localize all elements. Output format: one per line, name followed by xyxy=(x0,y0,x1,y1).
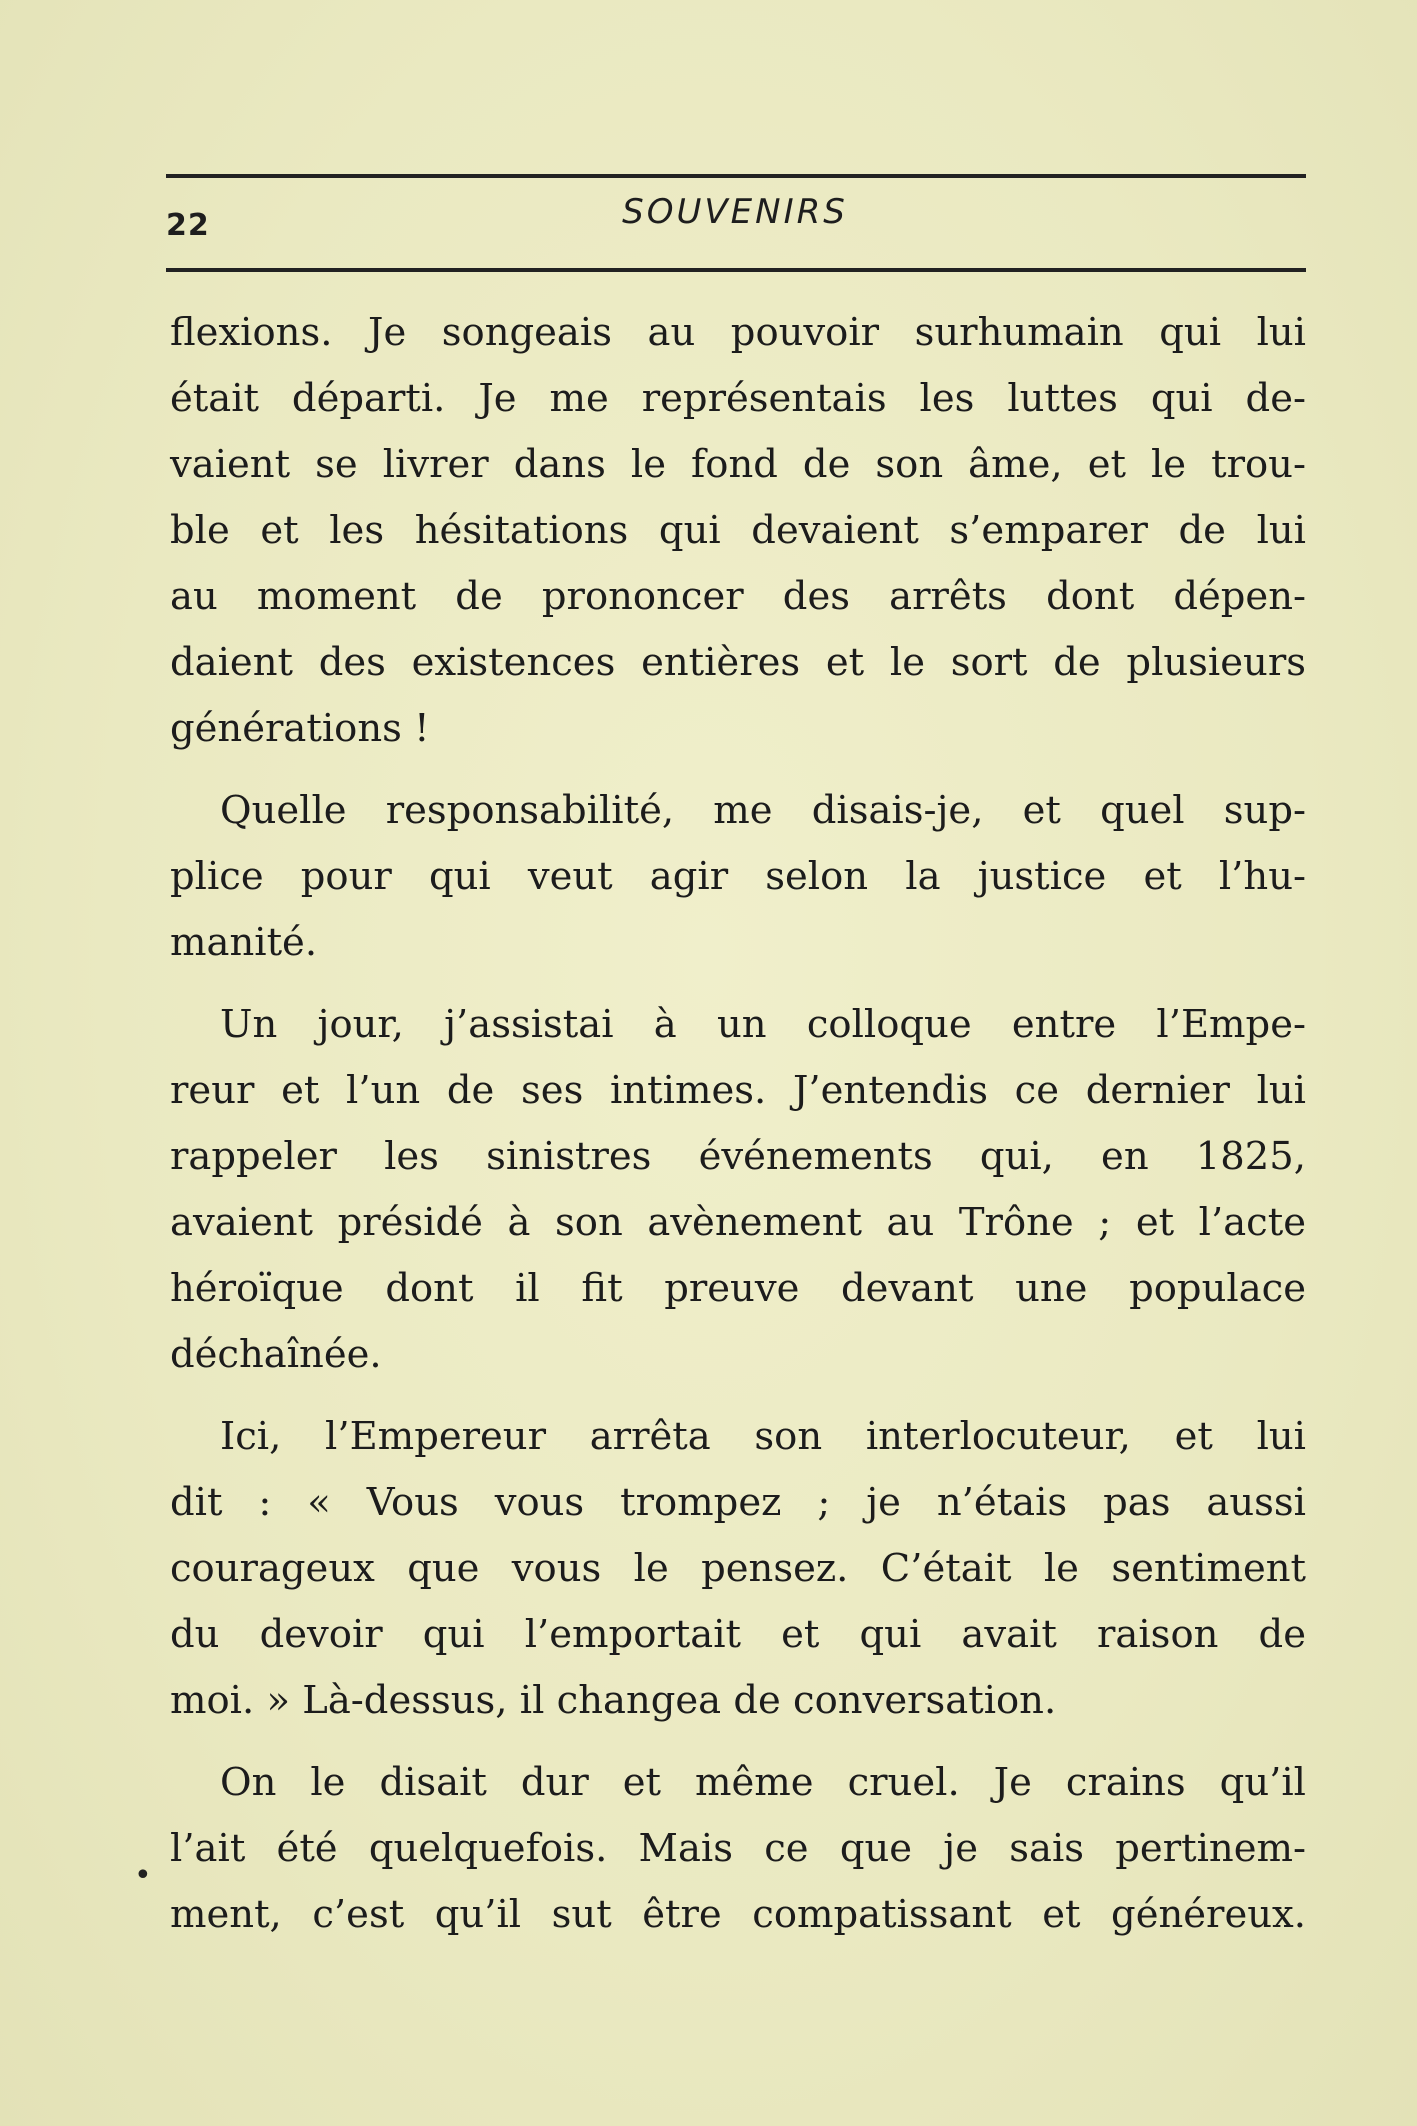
text-line: reur et l’un de ses intimes. J’entendis ce dernier lui xyxy=(170,1068,1306,1113)
text-line: moi. » Là-dessus, il changea de conversation. xyxy=(170,1678,1057,1723)
text-line: avaient présidé à son avènement au Trône ; et l’acte xyxy=(170,1200,1306,1245)
text-line: flexions. Je songeais au pouvoir surhumain qui lui xyxy=(170,310,1306,355)
running-title: SOUVENIRS xyxy=(622,192,848,232)
body-text xyxy=(170,300,1306,1948)
text-line: au moment de prononcer des arrêts dont dépen- xyxy=(170,574,1306,619)
text-line: courageux que vous le pensez. C’était le sentiment xyxy=(170,1546,1306,1591)
paragraph xyxy=(170,1404,1306,1734)
paragraph xyxy=(170,778,1306,976)
text-line: rappeler les sinistres événements qui, en 1825, xyxy=(170,1134,1306,1179)
text-line: Ici, l’Empereur arrêta son interlocuteur, et lui xyxy=(220,1414,1306,1459)
text-line: dit : « Vous vous trompez ; je n’étais pas aussi xyxy=(170,1480,1306,1525)
text-line: plice pour qui veut agir selon la justice et l’hu- xyxy=(170,854,1306,899)
text-line: héroïque dont il fit preuve devant une populace xyxy=(170,1266,1306,1311)
text-line: vaient se livrer dans le fond de son âme, et le trou- xyxy=(170,442,1306,487)
header-top-rule xyxy=(166,174,1306,178)
text-line: l’ait été quelquefois. Mais ce que je sais pertinem- xyxy=(170,1826,1306,1871)
paragraph xyxy=(170,1750,1306,1948)
page-number: 22 xyxy=(166,208,210,243)
text-line: Un jour, j’assistai à un colloque entre l’Empe- xyxy=(220,1002,1306,1047)
text-line: On le disait dur et même cruel. Je crains qu’il xyxy=(220,1760,1306,1805)
text-line: générations ! xyxy=(170,706,430,751)
margin-mark: • xyxy=(134,1858,152,1893)
text-line: manité. xyxy=(170,920,318,965)
text-line: était départi. Je me représentais les luttes qui de- xyxy=(170,376,1306,421)
header-bottom-rule xyxy=(166,268,1306,272)
paragraph xyxy=(170,300,1306,762)
text-line: ble et les hésitations qui devaient s’emparer de lui xyxy=(170,508,1306,553)
text-line: ment, c’est qu’il sut être compatissant et généreux. xyxy=(170,1892,1306,1937)
text-line: déchaînée. xyxy=(170,1332,382,1377)
paragraph xyxy=(170,992,1306,1388)
text-line: du devoir qui l’emportait et qui avait raison de xyxy=(170,1612,1306,1657)
text-line: daient des existences entières et le sort de plusieurs xyxy=(170,640,1306,685)
text-line: Quelle responsabilité, me disais-je, et quel sup- xyxy=(220,788,1306,833)
